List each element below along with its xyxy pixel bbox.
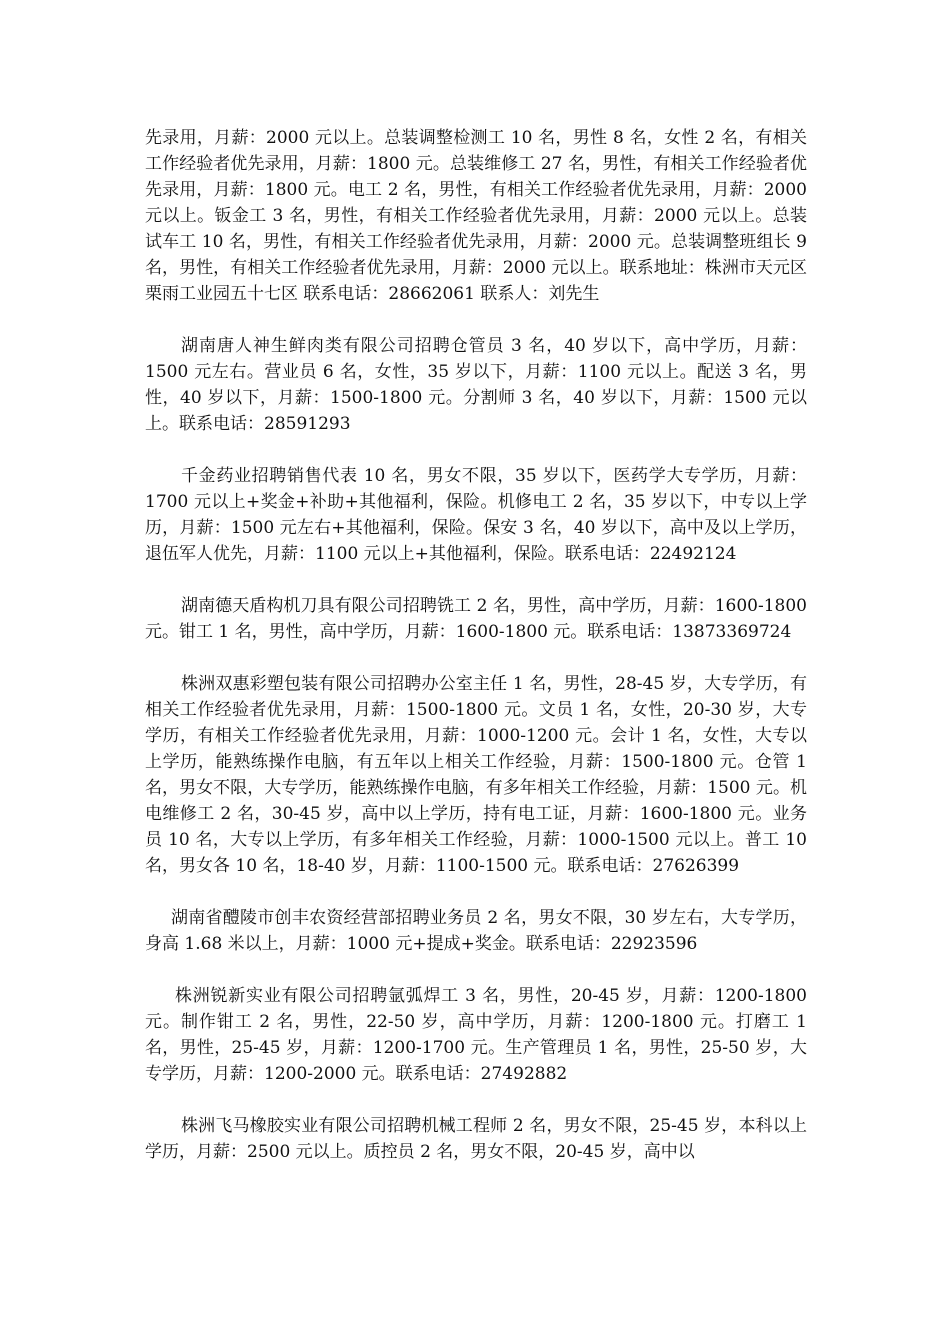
paragraph-tangrenshen-listing: 湖南唐人神生鲜肉类有限公司招聘仓管员 3 名，40 岁以下，高中学历，月薪：1500 元左右。营业员 6 名，女性，35 岁以下，月薪：1100 元以上。配送 3 名，男性，40 岁以下，月薪：1500-1800 元。分割师 3 名，40 岁以下，月薪：1500 元以上。联系电话：28591293 [145, 336, 807, 434]
paragraph-qianjin-listing: 千金药业招聘销售代表 10 名，男女不限，35 岁以下，医药学大专学历，月薪：1700 元以上+奖金+补助+其他福利，保险。机修电工 2 名，35 岁以下，中专以上学历，月薪：1500 元左右+其他福利，保险。保安 3 名，40 岁以下，高中及以上学历，退伍军人优先，月薪：1100 元以上+其他福利，保险。联系电话：22492124 [145, 466, 807, 564]
paragraph-ruixin-listing: 株洲锐新实业有限公司招聘氩弧焊工 3 名，男性，20-45 岁，月薪：1200-1800 元。制作钳工 2 名，男性，22-50 岁，高中学历，月薪：1200-1800 元。打磨工 1 名，男性，25-45 岁，月薪：1200-1700 元。生产管理员 1 名，男性，25-50 岁，大专学历，月薪：1200-2000 元。联系电话：27492882 [145, 986, 807, 1084]
document-body [145, 125, 807, 1191]
paragraph-shuanghui-listing: 株洲双惠彩塑包装有限公司招聘办公室主任 1 名，男性，28-45 岁，大专学历，有相关工作经验者优先录用，月薪：1500-1800 元。文员 1 名，女性，20-30 岁，大专学历，有相关工作经验者优先录用，月薪：1000-1200 元。会计 1 名，女性，大专以上学历，能熟练操作电脑，有五年以上相关工作经验，月薪：1500-1800 元。仓管 1 名，男女不限，大专学历，能熟练操作电脑，有多年相关工作经验，月薪：1500 元。机电维修工 2 名，30-45 岁，高中以上学历，持有电工证，月薪：1600-1800 元。业务员 10 名，大专以上学历，有多年相关工作经验，月薪：1000-1500 元以上。普工 10 名，男女各 10 名，18-40 岁，月薪：1100-1500 元。联系电话：27626399 [145, 674, 807, 876]
paragraph-chuangfeng-listing: 湖南省醴陵市创丰农资经营部招聘业务员 2 名，男女不限，30 岁左右，大专学历，身高 1.68 米以上，月薪：1000 元+提成+奖金。联系电话：22923596 [145, 908, 807, 954]
paragraph-detiandun-listing: 湖南德天盾构机刀具有限公司招聘铣工 2 名，男性，高中学历，月薪：1600-1800 元。钳工 1 名，男性，高中学历，月薪：1600-1800 元。联系电话：13873369724 [145, 596, 807, 642]
paragraph-continued-listing: 先录用，月薪：2000 元以上。总装调整检测工 10 名，男性 8 名，女性 2 名，有相关工作经验者优先录用，月薪：1800 元。总装维修工 27 名，男性，有相关工作经验者优先录用，月薪：1800 元。电工 2 名，男性，有相关工作经验者优先录用，月薪：2000 元以上。钣金工 3 名，男性，有相关工作经验者优先录用，月薪：2000 元以上。总装试车工 10 名，男性，有相关工作经验者优先录用，月薪：2000 元。总装调整班组长 9 名，男性，有相关工作经验者优先录用，月薪：2000 元以上。联系地址：株洲市天元区栗雨工业园五十七区 联系电话：28662061 联系人：刘先生 [145, 128, 807, 304]
paragraph-feima-listing: 株洲飞马橡胶实业有限公司招聘机械工程师 2 名，男女不限，25-45 岁，本科以上学历，月薪：2500 元以上。质控员 2 名，男女不限，20-45 岁，高中以 [145, 1116, 807, 1162]
